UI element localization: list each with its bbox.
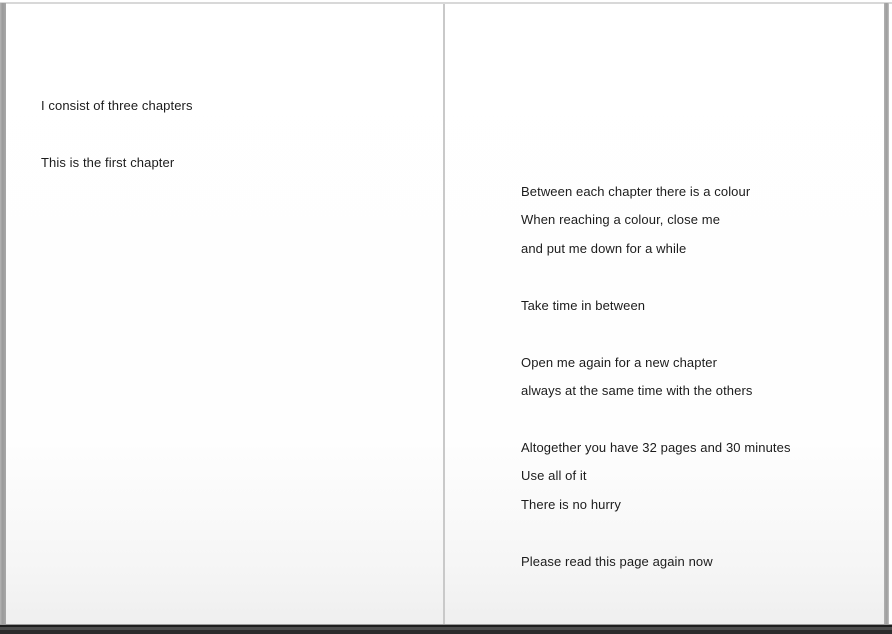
bottom-shadow-bar	[0, 624, 892, 634]
stanza	[521, 178, 750, 264]
text-line: Altogether you have 32 pages and 30 minutes	[521, 439, 791, 455]
page-right-edge	[884, 3, 889, 624]
book-spine-divider	[443, 4, 445, 625]
text-line: Take time in between	[521, 297, 646, 313]
stanza	[521, 292, 645, 321]
stanza	[41, 149, 174, 178]
stanza	[521, 548, 713, 577]
text-line: Between each chapter there is a colour	[521, 183, 751, 199]
text-line: When reaching a colour, close me	[521, 212, 721, 227]
text-line: Please read this page again now	[521, 553, 713, 569]
text-line: always at the same time with the others	[521, 383, 753, 398]
text-line: I consist of three chapters	[41, 97, 193, 113]
text-line: and put me down for a while	[521, 240, 687, 256]
text-line: Open me again for a new chapter	[521, 354, 718, 370]
open-book-pages	[6, 4, 884, 625]
stanza	[521, 349, 753, 406]
text-line: There is no hurry	[521, 496, 621, 512]
stanza	[521, 434, 791, 520]
text-line: This is the first chapter	[41, 154, 175, 170]
text-line: Use all of it	[521, 468, 587, 483]
stanza	[41, 92, 193, 121]
